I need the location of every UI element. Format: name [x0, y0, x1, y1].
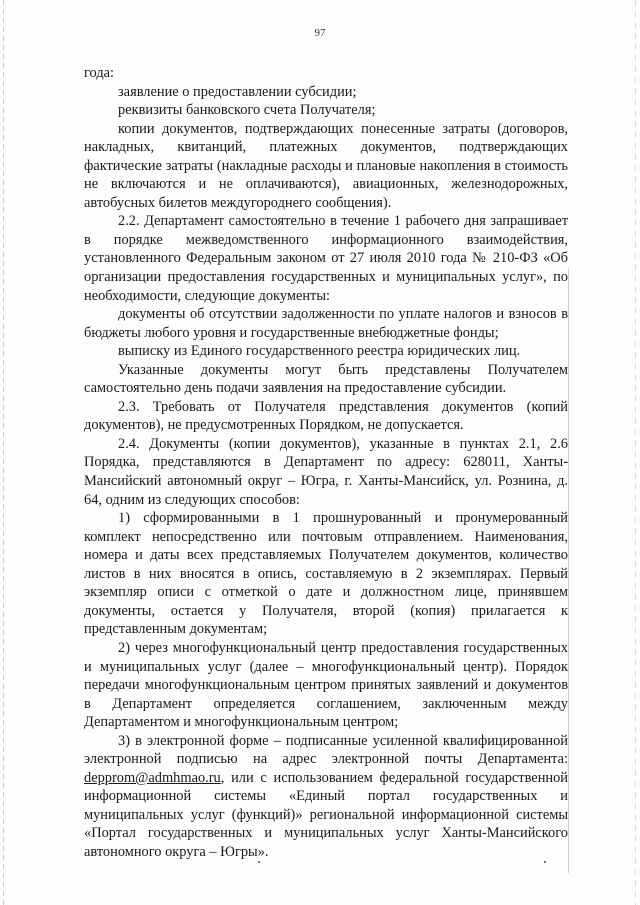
page-number: 97	[314, 27, 326, 39]
paragraph: реквизиты банковского счета Получателя;	[118, 102, 376, 119]
paragraph: документы об отсутствии задолженности по уплате налогов и взносов в бюджеты любого уровня и государственные внебюджетные фонды;	[84, 306, 568, 341]
paragraph: заявление о предоставлении субсидии;	[118, 83, 357, 100]
paragraph: выписку из Единого государственного реестра юридических лиц.	[118, 343, 521, 360]
paragraph: 1) сформированными в 1 прошнурованный и пронумерованный комплект непосредственно или почтовым отправлением. Наименования, номера и даты всех представляемых Получателем документов, количество листов в них вносятся в опись, составляемую в 2 экземплярах. Первый экземпляр описи с отметкой о дате и должностном лице, принявшем документы, остается у Получателя, второй (копия) прилагается к представленным документам;	[84, 510, 568, 638]
paragraph: 2.4. Документы (копии документов), указанные в пунктах 2.1, 2.6 Порядка, представляются в Департамент по адресу: 628011, Ханты-Мансийский автономный округ – Югра, г. Ханты-Мансийск, ул. Рознина, д. 64, одним из следующих способов:	[84, 435, 568, 508]
scan-edge-left	[3, 0, 4, 905]
scan-margin-line	[568, 268, 569, 873]
paragraph: года:	[84, 65, 115, 81]
paragraph: 2.3. Требовать от Получателя представления документов (копий документов), не предусмотренных Порядком, не допускается.	[84, 398, 568, 434]
paragraph-electronic-submission	[84, 732, 568, 862]
document-body	[84, 64, 568, 862]
email-link[interactable]: depprom@admhmao.ru	[84, 769, 221, 786]
scan-speck	[258, 861, 260, 863]
scan-edge-right	[635, 0, 636, 905]
paragraph: копии документов, подтверждающих понесенные затраты (договоров, накладных, квитанций, платежных документов, подтверждающих фактические затраты (накладные расходы и плановые накопления в стоимость не включаются и не оплачиваются), авиационных, железнодорожных, автобусных билетов междугороднего сообщения).	[84, 120, 568, 211]
paragraph-text: 3) в электронной форме – подписанные усиленной квалифицированной электронной подписью на адрес электронной почты Департамента:	[84, 732, 568, 768]
scan-speck	[544, 861, 546, 863]
paragraph: 2.2. Департамент самостоятельно в течение 1 рабочего дня запрашивает в порядке межведомственного информационного взаимодействия, установленного Федеральным законом от 27 июля 2010 года № 210-ФЗ «Об организации предоставления государственных и муниципальных услуг», по необходимости, следующие документы:	[84, 213, 568, 304]
paragraph-text: , или с использованием федеральной государственной информационной системы «Единый портал государственных и муниципальных услуг (функций)» региональной информационной системы «Портал государственных и муниципальных услуг Ханты-Мансийского автономного округа – Югры».	[84, 769, 568, 860]
paragraph: Указанные документы могут быть представлены Получателем самостоятельно день подачи заявления на предоставление субсидии.	[84, 361, 568, 397]
paragraph: 2) через многофункциональный центр предоставления государственных и муниципальных услуг (далее – многофункциональный центр). Порядок передачи многофункциональным центром принятых заявлений и документов в Департамент определяется соглашением, заключенным между Департаментом и многофункциональным центром;	[84, 639, 568, 731]
